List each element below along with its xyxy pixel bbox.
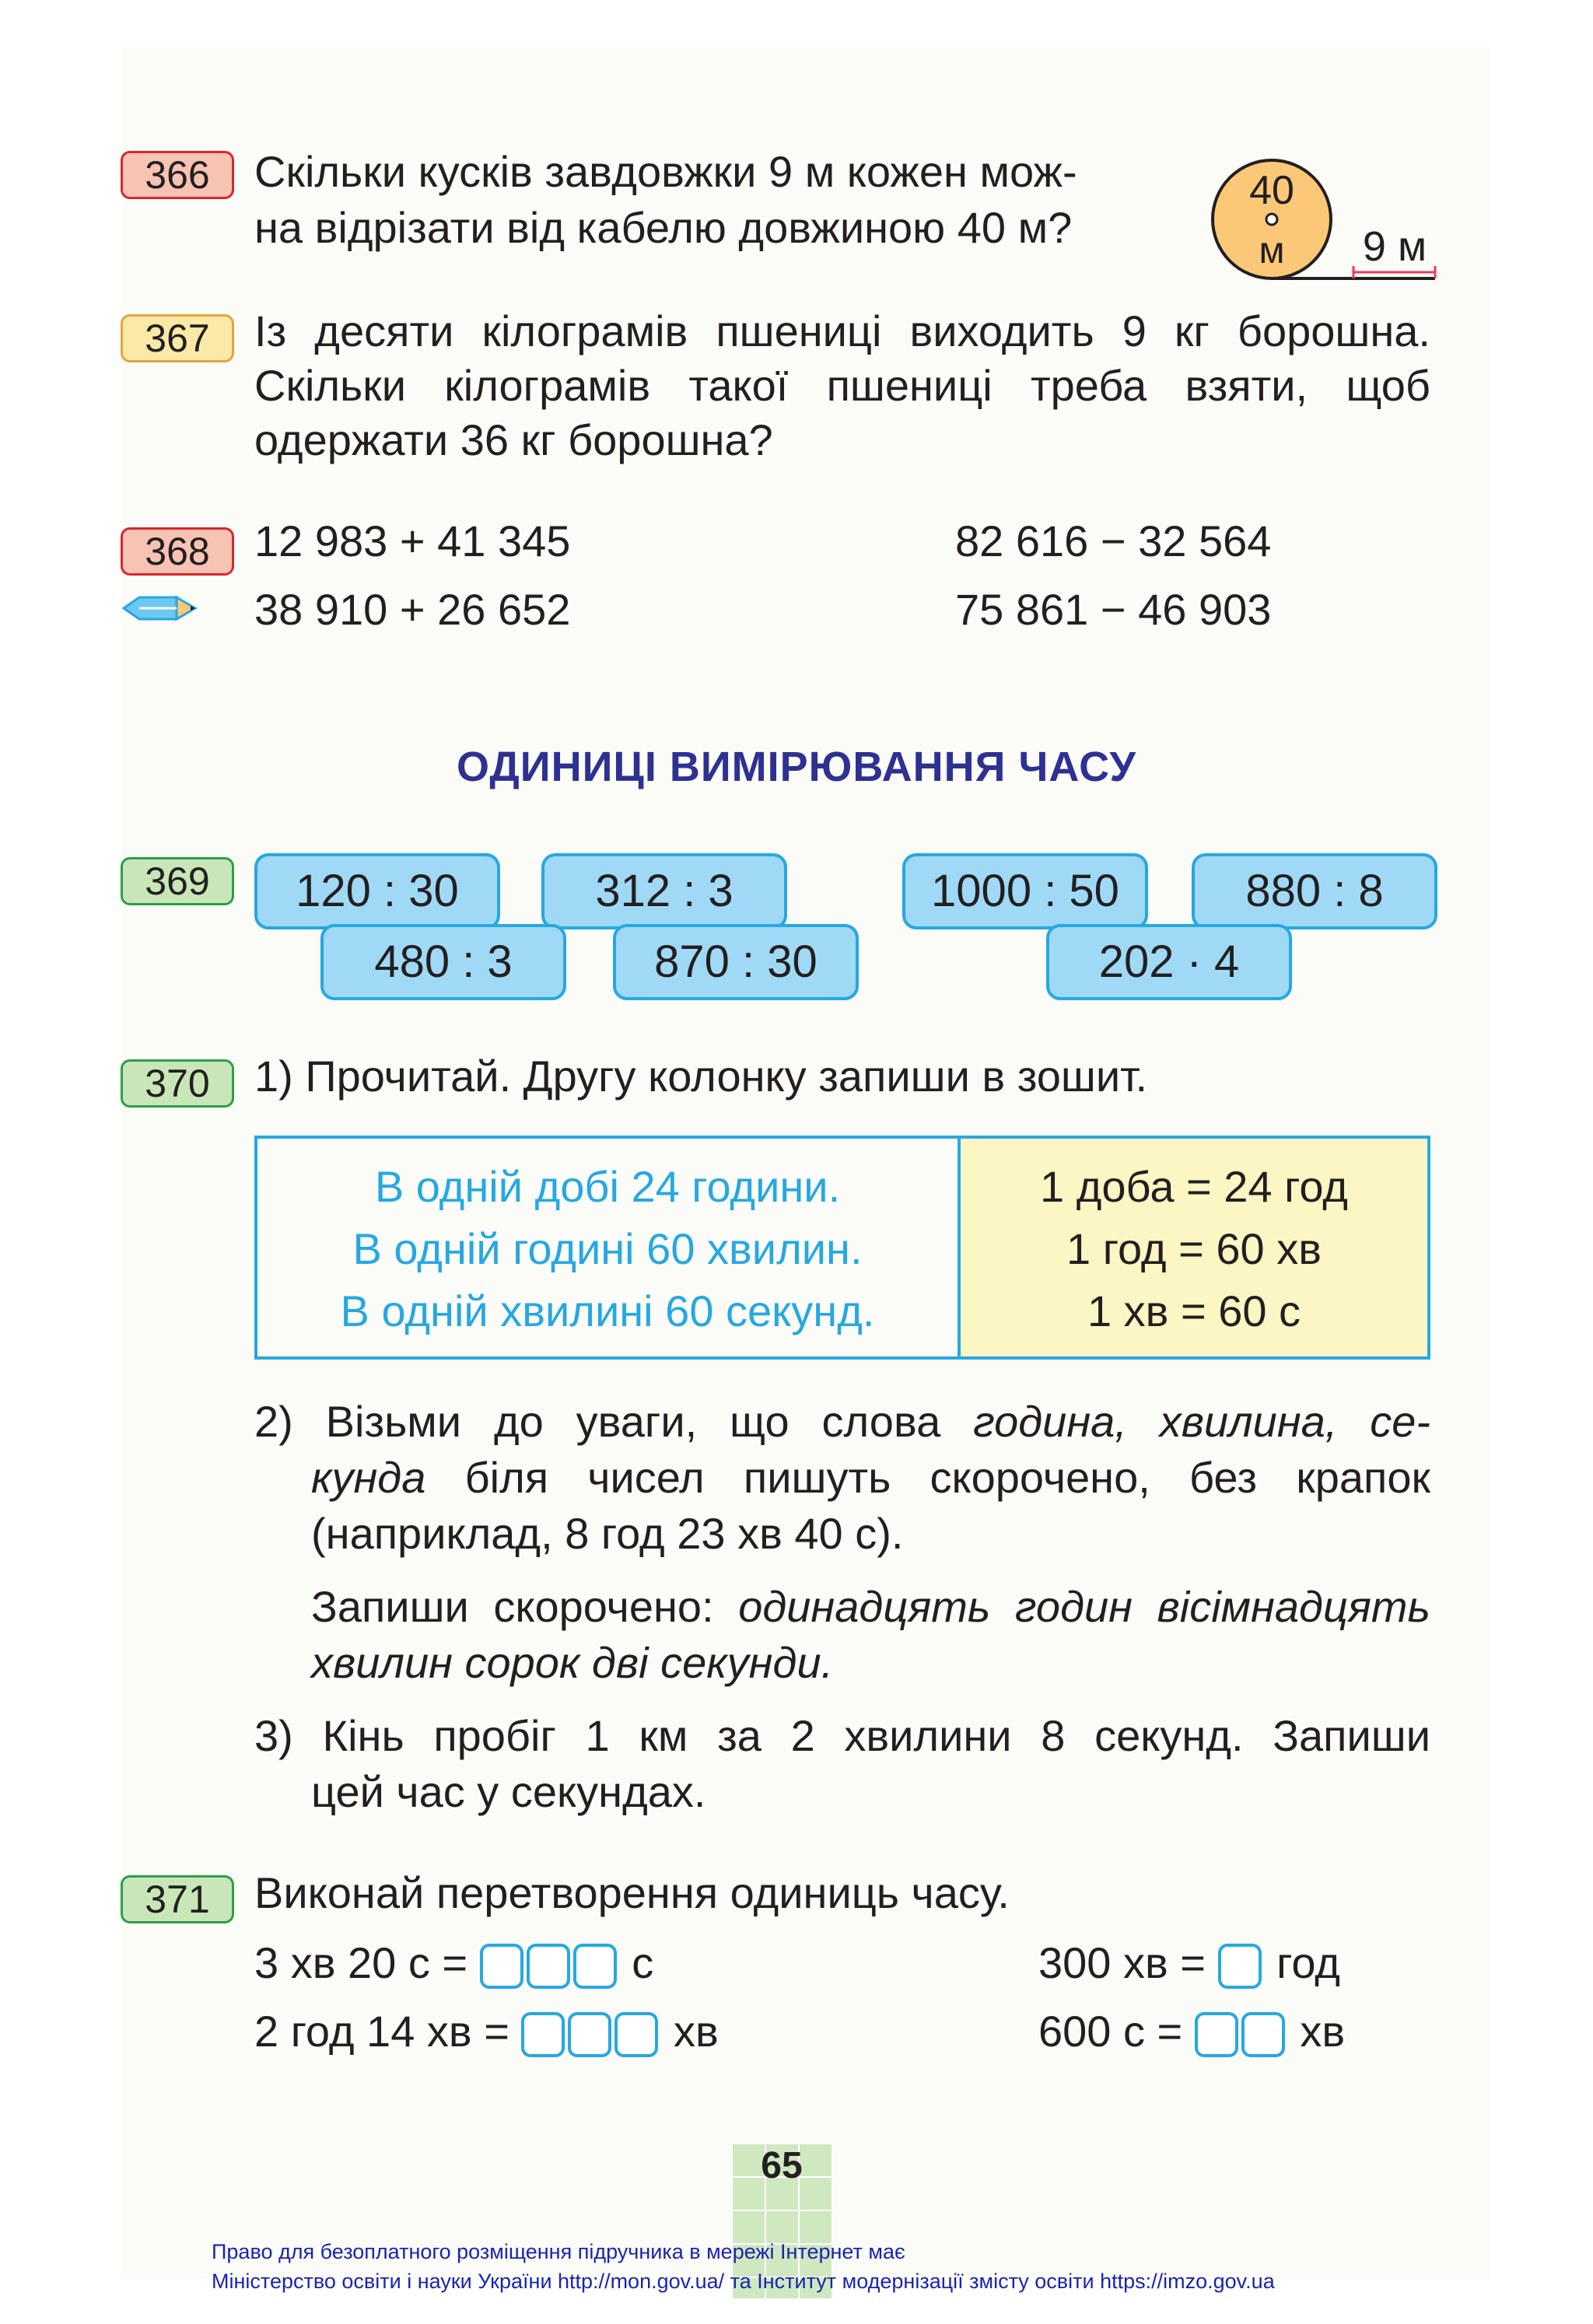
answer-box[interactable] <box>521 2012 565 2057</box>
exercise-number-369: 369 <box>121 857 234 905</box>
table-right-row: 1 год = 60 хв <box>1066 1224 1322 1273</box>
answer-box[interactable] <box>614 2012 658 2057</box>
cable-coil-illustration <box>1210 156 1443 288</box>
ex371-row1-left: 3 хв 20 с = с <box>254 1935 653 1991</box>
time-units-table <box>254 1136 1430 1360</box>
ex368-expr4: 75 861 − 46 903 <box>955 585 1272 634</box>
table-right-row: 1 хв = 60 с <box>1087 1286 1301 1335</box>
coil-unit: м <box>1259 230 1285 271</box>
exercise-number-366: 366 <box>121 151 234 199</box>
page-number: 65 <box>761 2145 803 2186</box>
table-left-row: В одній хвилині 60 секунд. <box>340 1286 875 1335</box>
ex366-line1: Скільки кусків завдовжки 9 м кожен мож- <box>254 147 1077 196</box>
ex371-title: Виконай перетворення одиниць часу. <box>254 1868 1010 1917</box>
answer-box[interactable] <box>573 1944 617 1989</box>
ex368-expr3: 38 910 + 26 652 <box>254 585 571 634</box>
ex368-expr2: 82 616 − 32 564 <box>955 516 1272 565</box>
ex367-line1: Із десяти кілограмів пшениці виходить 9 кг борошна. <box>254 306 1430 355</box>
pencil-icon <box>121 593 198 624</box>
table-right-column <box>961 1139 1427 1356</box>
footer-line1: Право для безоплатного розміщення підручника в мережі Інтернет має <box>212 2240 905 2263</box>
ex370-task1: 1) Прочитай. Другу колонку запиши в зошит. <box>254 1052 1148 1101</box>
expression-pill: 120 : 30 <box>254 853 500 929</box>
footer-line2: Міністерство освіти і науки України http://mon.gov.ua/ та Інститут модернізації змісту освіти https://imzo.gov.ua <box>212 2270 1275 2293</box>
ex367-line3: одержати 36 кг борошна? <box>254 415 773 464</box>
ex370-task2-write-line2: хвилин сорок дві секунди. <box>311 1638 834 1687</box>
ex370-task2-line1: 2) Візьми до уваги, що слова година, хвилина, се- <box>254 1397 1430 1446</box>
ex368-expr1: 12 983 + 41 345 <box>254 516 571 565</box>
answer-box[interactable] <box>1218 1944 1262 1989</box>
ex370-task3-line2: цей час у секундах. <box>311 1767 706 1816</box>
expression-pill: 312 : 3 <box>541 853 787 929</box>
coil-length: 40 <box>1249 168 1294 213</box>
ex371-row1-right: 300 хв = год <box>1038 1935 1340 1991</box>
expression-pill: 480 : 3 <box>320 924 566 1000</box>
expression-pill: 880 : 8 <box>1192 853 1437 929</box>
ex370-task3-line1: 3) Кінь пробіг 1 км за 2 хвилини 8 секунд. Запиши <box>254 1711 1430 1760</box>
exercise-number-368: 368 <box>121 527 234 576</box>
ex371-row2-right: 600 с = хв <box>1038 2004 1345 2060</box>
table-left-row: В одній добі 24 години. <box>374 1162 841 1211</box>
answer-box[interactable] <box>568 2012 611 2057</box>
expression-pill: 202 · 4 <box>1046 924 1292 1000</box>
answer-box[interactable] <box>527 1944 570 1989</box>
expression-pill: 1000 : 50 <box>902 853 1148 929</box>
exercise-number-370: 370 <box>121 1059 234 1108</box>
table-left-column <box>257 1139 961 1356</box>
table-right-row: 1 доба = 24 год <box>1040 1162 1348 1211</box>
ex366-line2: на відрізати від кабелю довжиною 40 м? <box>254 203 1073 252</box>
table-left-row: В одній годині 60 хвилин. <box>352 1224 863 1273</box>
ex371-row2-left: 2 год 14 хв = хв <box>254 2004 719 2060</box>
ex370-task2-line2: кунда біля чисел пишуть скорочено, без крапок <box>311 1453 1430 1502</box>
exercise-number-371: 371 <box>121 1875 234 1923</box>
ex367-line2: Скільки кілограмів такої пшениці треба взяти, щоб <box>254 361 1430 410</box>
answer-box[interactable] <box>1241 2012 1285 2057</box>
section-heading: ОДИНИЦІ ВИМІРЮВАННЯ ЧАСУ <box>457 744 1136 790</box>
answer-box[interactable] <box>1195 2012 1238 2057</box>
answer-box[interactable] <box>480 1944 523 1989</box>
piece-length-label: 9 м <box>1362 223 1427 270</box>
expression-pill: 870 : 30 <box>613 924 859 1000</box>
ex370-task2-line3: (наприклад, 8 год 23 хв 40 с). <box>311 1509 904 1558</box>
exercise-number-367: 367 <box>121 314 234 362</box>
ex370-task2-write-line1: Запиши скорочено: одинадцять годин вісімнадцять <box>311 1582 1430 1631</box>
